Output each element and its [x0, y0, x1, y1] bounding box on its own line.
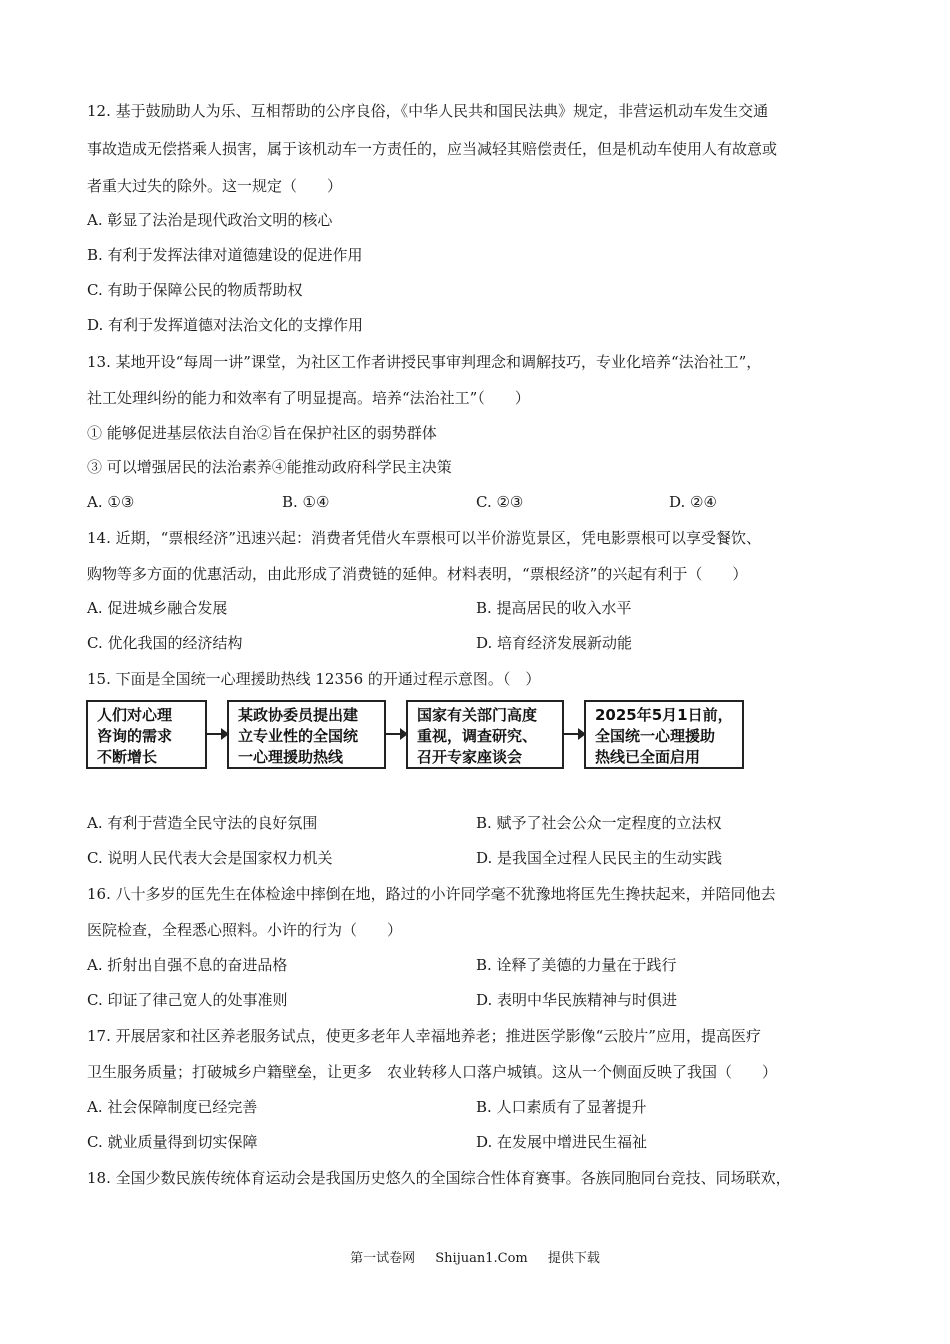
q16-option-c: C. 印证了律己宽人的处事准则 — [87, 991, 288, 1009]
q12-option-d: D. 有利于发挥道德对法治文化的支撑作用 — [87, 316, 364, 334]
flow-step-4 — [584, 700, 744, 769]
q16-option-d: D. 表明中华民族精神与时俱进 — [476, 991, 678, 1009]
q17-stem-line-1: 17. 开展居家和社区养老服务试点，使更多老年人幸福地养老；推进医学影像“云胶片”应用，提高医疗 — [87, 1027, 761, 1045]
flow-arrow-3 — [564, 733, 584, 735]
footer-note: 提供下载 — [547, 1251, 600, 1266]
q14-option-d: D. 培育经济发展新动能 — [476, 634, 633, 652]
flow-step-3-line-1: 国家有关部门高度 — [417, 706, 538, 724]
q12-stem-line-3: 者重大过失的除外。这一规定（ ） — [87, 177, 343, 195]
q17-option-a: A. 社会保障制度已经完善 — [87, 1098, 258, 1116]
q12-stem-line-1: 12. 基于鼓励助人为乐、互相帮助的公序良俗，《中华人民共和国民法典》规定，非营运机动车发生交通 — [87, 102, 769, 120]
page-footer — [0, 1247, 950, 1266]
flow-step-2-line-1: 某政协委员提出建 — [238, 706, 359, 724]
q12-option-b: B. 有利于发挥法律对道德建设的促进作用 — [87, 246, 363, 264]
flow-step-1 — [86, 700, 207, 769]
q15-option-d: D. 是我国全过程人民民主的生动实践 — [476, 849, 723, 867]
q16-stem-line-1: 16. 八十多岁的匡先生在体检途中摔倒在地，路过的小许同学毫不犹豫地将匡先生搀扶起来，并陪同他去 — [87, 885, 776, 903]
q12-stem-line-2: 事故造成无偿搭乘人损害，属于该机动车一方责任的，应当减轻其赔偿责任，但是机动车使用人有故意或 — [87, 140, 778, 158]
q15-option-b: B. 赋予了社会公众一定程度的立法权 — [476, 814, 722, 832]
flow-step-4-line-2: 全国统一心理援助 — [595, 727, 716, 745]
q13-statement-2: ③ 可以增强居民的法治素养④能推动政府科学民主决策 — [87, 458, 452, 476]
q15-stem: 15. 下面是全国统一心理援助热线 12356 的开通过程示意图。（ ） — [87, 670, 541, 688]
flow-step-4-line-3: 热线已全面启用 — [595, 748, 701, 766]
q17-option-b: B. 人口素质有了显著提升 — [476, 1098, 647, 1116]
q16-option-b: B. 诠释了美德的力量在于践行 — [476, 956, 677, 974]
flow-step-1-line-2: 咨询的需求 — [97, 727, 173, 745]
q12-option-a: A. 彰显了法治是现代政治文明的核心 — [87, 211, 333, 229]
flow-arrow-1 — [207, 733, 227, 735]
q13-option-b: B. ①④ — [282, 493, 330, 511]
flow-arrow-2 — [386, 733, 406, 735]
q15-option-a: A. 有利于营造全民守法的良好氛围 — [87, 814, 318, 832]
q17-stem-line-2: 卫生服务质量；打破城乡户籍壁垒，让更多 农业转移人口落户城镇。这从一个侧面反映了我国（ ） — [87, 1063, 778, 1081]
q17-option-d: D. 在发展中增进民生福祉 — [476, 1133, 648, 1151]
flow-step-1-line-1: 人们对心理 — [97, 706, 173, 724]
q13-option-d: D. ②④ — [669, 493, 717, 511]
flow-step-3-line-2: 重视，调查研究、 — [417, 727, 538, 745]
q14-option-a: A. 促进城乡融合发展 — [87, 599, 228, 617]
flow-step-2-line-2: 立专业性的全国统 — [238, 727, 359, 745]
flow-step-3 — [406, 700, 564, 769]
flow-step-3-line-3: 召开专家座谈会 — [417, 748, 523, 766]
q17-option-c: C. 就业质量得到切实保障 — [87, 1133, 258, 1151]
q13-statement-1: ① 能够促进基层依法自治②旨在保护社区的弱势群体 — [87, 424, 437, 442]
footer-site-en[interactable]: Shijuan1.Com — [435, 1251, 528, 1266]
footer-site-cn: 第一试卷网 — [350, 1251, 416, 1266]
flow-step-4-line-1: 2025年5月1日前， — [595, 706, 733, 724]
q13-option-c: C. ②③ — [476, 493, 524, 511]
q14-option-c: C. 优化我国的经济结构 — [87, 634, 243, 652]
q14-stem-line-2: 购物等多方面的优惠活动，由此形成了消费链的延伸。材料表明，“票根经济”的兴起有利于（ ） — [87, 565, 748, 583]
q12-option-c: C. 有助于保障公民的物质帮助权 — [87, 281, 303, 299]
q13-stem-line-1: 13. 某地开设“每周一讲”课堂，为社区工作者讲授民事审判理念和调解技巧，专业化培养“法治社工”， — [87, 353, 762, 371]
flow-step-1-line-3: 不断增长 — [97, 748, 158, 766]
q13-option-a: A. ①③ — [87, 493, 135, 511]
q14-option-b: B. 提高居民的收入水平 — [476, 599, 632, 617]
q13-stem-line-2: 社工处理纠纷的能力和效率有了明显提高。培养“法治社工”（ ） — [87, 389, 530, 407]
flow-step-2 — [227, 700, 386, 769]
q14-stem-line-1: 14. 近期，“票根经济”迅速兴起：消费者凭借火车票根可以半价游览景区，凭电影票根可以享受餐饮、 — [87, 529, 761, 547]
q18-stem-line-1: 18. 全国少数民族传统体育运动会是我国历史悠久的全国综合性体育赛事。各族同胞同台竞技、同场联欢， — [87, 1169, 791, 1187]
q16-option-a: A. 折射出自强不息的奋进品格 — [87, 956, 288, 974]
flow-step-2-line-3: 一心理援助热线 — [238, 748, 344, 766]
q15-option-c: C. 说明人民代表大会是国家权力机关 — [87, 849, 333, 867]
q16-stem-line-2: 医院检查，全程悉心照料。小许的行为（ ） — [87, 921, 403, 939]
